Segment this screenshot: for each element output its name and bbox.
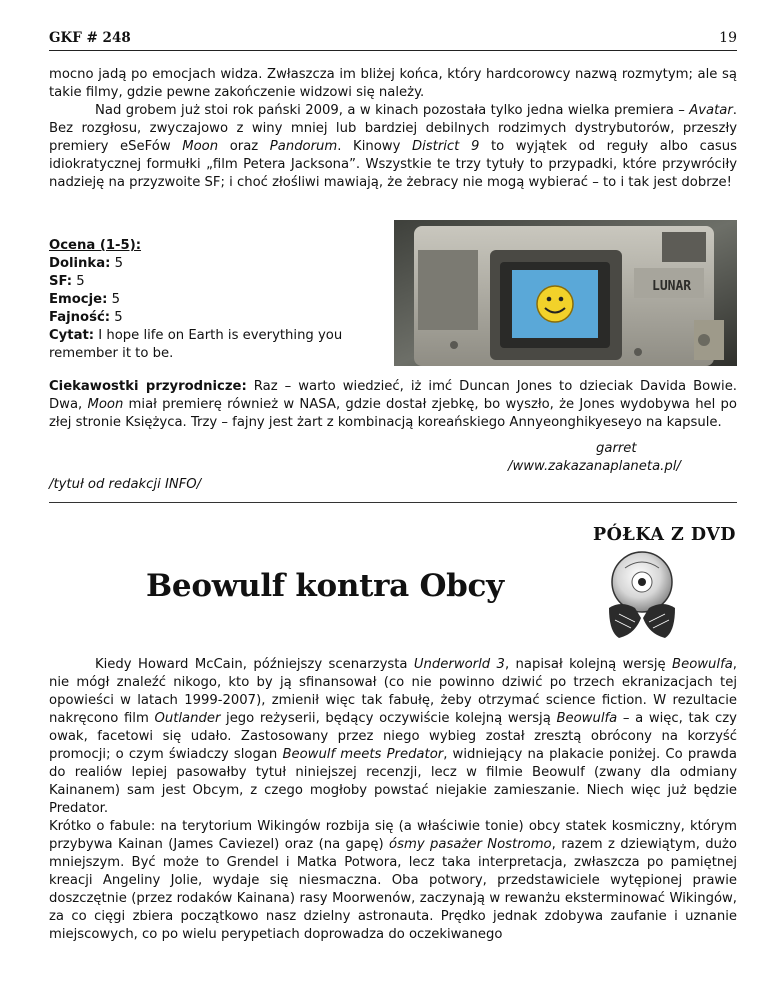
rating-value: 5 (76, 274, 85, 289)
review-paragraph-2 (49, 818, 737, 944)
text-run: . Bez rozgłosu, zwyczajowo z winy mniej lub bardziej debilnych rodzimych dystrybutorów, przeszły premiery eSeFów (49, 103, 737, 154)
intro-paragraph-1: mocno jadą po emocjach widza. Zwłaszcza im bliżej końca, który hardcorowcy nazwą rozmytym; ale są takie filmy, gdzie pewne zakończenie widzowi się należy. (49, 67, 737, 100)
trivia-label: Ciekawostki przyrodnicze: (49, 379, 247, 394)
text-run: . Kinowy (337, 139, 412, 154)
rating-title: Ocena (1-5): (49, 238, 142, 253)
rating-row (49, 255, 379, 273)
author-url: /www.zakazanaplaneta.pl/ (508, 459, 681, 474)
text-run: oraz (218, 139, 270, 154)
rating-quote (49, 327, 379, 363)
author-name: garret (596, 441, 637, 456)
text-run: Krótko o fabule: na terytorium Wikingów rozbija się (a właściwie tonie) obcy statek kosmiczny, którym przybywa Kainan (James Caviezel) oraz (na gapę) (49, 819, 737, 852)
editorial-note: /tytuł od redakcji INFO/ (49, 477, 202, 492)
rating-label: SF: (49, 274, 73, 289)
text-run: Kiedy Howard McCain, późniejszy scenarzysta (95, 657, 414, 672)
title-avatar: Avatar (689, 103, 733, 118)
rating-row (49, 291, 379, 309)
rating-label: Emocje: (49, 292, 108, 307)
quote-label: Cytat: (49, 328, 95, 343)
title-nostromo: ósmy pasażer Nostromo (389, 837, 552, 852)
rating-value: 5 (114, 310, 123, 325)
title-beowulf: Beowulfa (556, 711, 618, 726)
rating-value: 5 (111, 292, 120, 307)
intro-text (49, 66, 737, 192)
intro-paragraph-2 (49, 102, 737, 192)
text-run: , widniejący na plakacie poniżej. Co prawda do realiów lepiej pasowałby tytuł niniejszej recenzji, lecz w filmie Beowulf (zwany dla odmiany Kainanem) sam jest Obcym, z czego mogłoby powstać niejakie zamieszanie. Niech więc już będzie Predator. (49, 747, 737, 816)
film-still-illustration (394, 220, 737, 366)
rating-row (49, 273, 379, 291)
review-text (49, 656, 737, 944)
rating-value: 5 (114, 256, 123, 271)
lunar-logo-text: LUNAR (652, 279, 692, 294)
rating-box (49, 237, 379, 363)
article-title: Beowulf kontra Obcy (146, 568, 504, 604)
text-run: jego reżyserii, będący oczywiście kolejną wersją (220, 711, 557, 726)
title-moon: Moon (182, 139, 219, 154)
text-run: Raz – warto wiedzieć, iż imć Duncan Jones to dzieciak Davida Bowie. Dwa, (49, 379, 737, 412)
page-header (49, 28, 737, 51)
magazine-issue: GKF # 248 (49, 30, 131, 46)
text-run: , napisał kolejną wersję (504, 657, 673, 672)
film-still-image (394, 220, 737, 366)
title-district-9: District 9 (411, 139, 480, 154)
section-heading: PÓŁKA Z DVD (593, 525, 736, 545)
text-run: , nie mógł znaleźć nikogo, kto by ją sfinansował (co nie powinno dziwić po trzech ekranizacjach tej opowieści w latach 1999-2007), zmienił więc tak fabułę, żeby otrzymać science fiction. W rezultacie nakręcono film (49, 657, 737, 726)
text-run: miał premierę również w NASA, gdzie dostał zjebkę, bo wyszło, że Jones wydobywa hel po złej stronie Księżyca. Trzy – fajny jest żart z kombinacją koreańskiego Annyeonghikyeseyo na kapsule. (49, 397, 737, 430)
title-pandorum: Pandorum (269, 139, 338, 154)
text-run: Nad grobem już stoi rok pański 2009, a w kinach pozostała tylko jedna wielka premiera – (95, 103, 690, 118)
trivia-paragraph (49, 378, 737, 432)
trivia-text (49, 378, 737, 432)
rating-label: Fajność: (49, 310, 111, 325)
text-run: to wyjątek od reguły albo casus idiokratycznej formułki „film Petera Jacksona”. Wszystkie te trzy tytuły to przypadki, które przywróciły nadzieję na przyzwoite SF; i choć złośliwi mawiają, że żebracy nie mogą wybierać – to i tak jest dobrze! (49, 139, 737, 190)
title-moon: Moon (87, 397, 124, 412)
text-run: – a więc, tak czy owak, facetowi się udało. Zastosowany przez niego wybieg został zresztą obrócony na korzyść promocji; o czym świadczy slogan (49, 711, 737, 762)
rating-label: Dolinka: (49, 256, 111, 271)
page-number: 19 (719, 30, 737, 46)
quote-text: I hope life on Earth is everything you remember it to be. (49, 328, 343, 361)
rating-row (49, 309, 379, 327)
slogan: Beowulf meets Predator (282, 747, 444, 762)
title-beowulf: Beowulfa (672, 657, 733, 672)
text-run: , razem z dziewiątym, dużo mniejszym. Być może to Grendel i Matka Potwora, lecz taka interpretacja, zwłaszcza po pamiętnej kreacji Angeliny Jolie, wydaje się niesmaczna. Oba potwory, przedstawiciele wytępionej prawie doszczętnie (przez rodaków Kainana) rasy Moorwenów, zaczynają w rewanżu eksterminować Wikingów, za co cięgi zbiera początkowo nasz dzielny astronauta. Prędko jednak zdobywa zaufanie i uznanie miejscowych, co po wielu perypetiach doprowadza do oczekiwanego (49, 837, 738, 942)
title-outlander: Outlander (154, 711, 221, 726)
dvd-in-hands-icon (605, 548, 679, 646)
section-divider (49, 502, 737, 503)
review-paragraph-1 (49, 656, 737, 818)
title-underworld-3: Underworld 3 (413, 657, 505, 672)
